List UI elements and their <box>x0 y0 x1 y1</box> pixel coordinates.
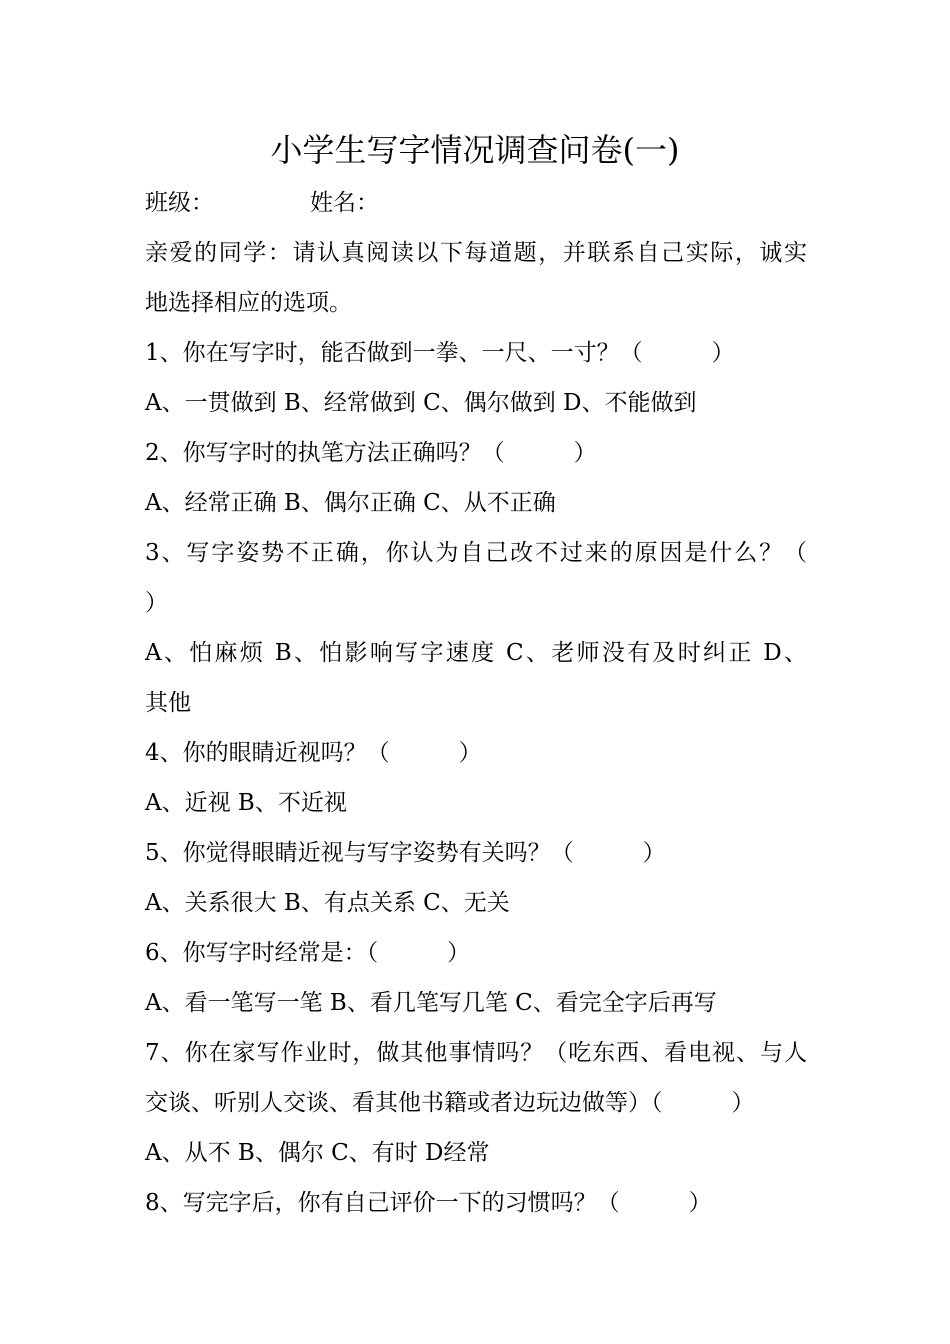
class-label: 班级： <box>145 190 214 216</box>
options-4: A、近视 B、不近视 <box>145 790 347 816</box>
options-1: A、一贯做到 B、经常做到 C、偶尔做到 D、不能做到 <box>145 390 697 416</box>
options-5: A、关系很大 B、有点关系 C、无关 <box>145 890 510 916</box>
question-4: 4、你的眼睛近视吗？（ ） <box>145 740 482 766</box>
question-8: 8、写完字后，你有自己评价一下的习惯吗？（ ） <box>145 1190 712 1216</box>
name-label: 姓名： <box>310 190 379 216</box>
question-6: 6、你写字时经常是：（ ） <box>145 940 471 966</box>
question-3-continued: ） <box>145 590 168 616</box>
document-title: 小学生写字情况调查问卷(一) <box>270 131 680 169</box>
question-1: 1、你在写字时，能否做到一拳、一尺、一寸？（ ） <box>145 340 735 366</box>
options-2: A、经常正确 B、偶尔正确 C、从不正确 <box>145 490 556 516</box>
question-5: 5、你觉得眼睛近视与写字姿势有关吗？（ ） <box>145 840 666 866</box>
question-7-continued: 交谈、听别人交谈、看其他书籍或者边玩边做等）（ ） <box>145 1090 755 1116</box>
question-3: 3、写字姿势不正确，你认为自己改不过来的原因是什么？（ <box>145 540 807 566</box>
options-7: A、从不 B、偶尔 C、有时 D经常 <box>145 1140 490 1166</box>
intro-line-2: 地选择相应的选项。 <box>145 290 352 316</box>
question-2: 2、你写字时的执笔方法正确吗？（ ） <box>145 440 597 466</box>
intro-line-1: 亲爱的同学：请认真阅读以下每道题，并联系自己实际，诚实 <box>145 240 807 266</box>
options-3-continued: 其他 <box>145 690 191 716</box>
options-6: A、看一笔写一笔 B、看几笔写几笔 C、看完全字后再写 <box>145 990 717 1016</box>
options-3: A、怕麻烦 B、怕影响写字速度 C、老师没有及时纠正 D、 <box>145 640 807 666</box>
question-7: 7、你在家写作业时，做其他事情吗？（吃东西、看电视、与人 <box>145 1040 807 1066</box>
class-name-row <box>145 186 379 220</box>
